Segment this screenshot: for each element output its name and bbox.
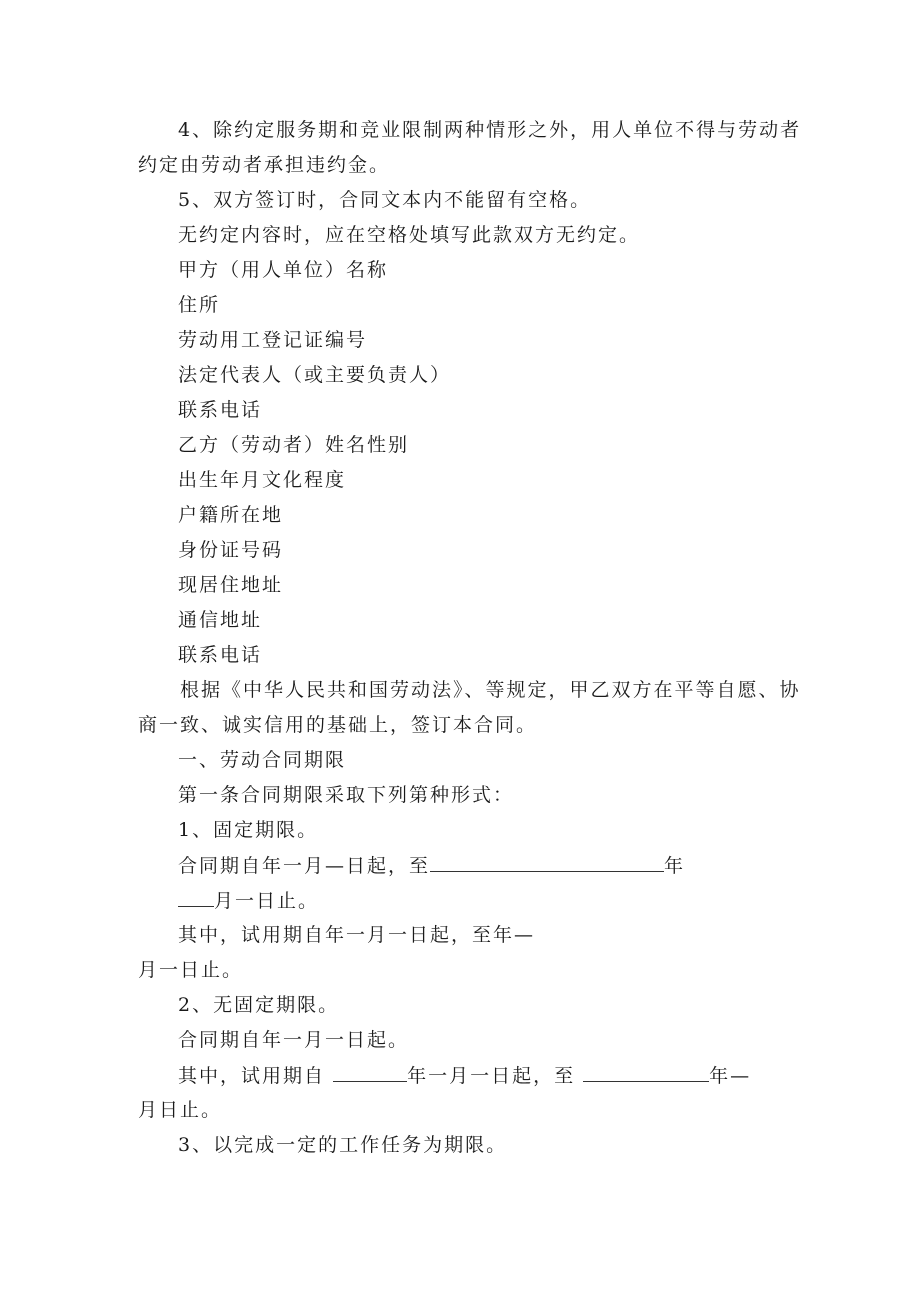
blank-fill-instruction: 无约定内容时，应在空格处填写此款双方无约定。 [178, 224, 641, 246]
article-1: 第一条合同期限采取下列第种形式： [178, 784, 515, 806]
open-probation-line2: 月日止。 [138, 1099, 223, 1121]
fixed-term-line2 [178, 888, 319, 913]
open-term-line1: 合同期自年一月一日起。 [178, 1029, 410, 1051]
open-probation-end-year-blank [583, 1063, 709, 1082]
party-a-name-label: 甲方（用人单位）名称 [178, 259, 389, 281]
open-probation-start-text: 其中，试用期自 [178, 1065, 326, 1087]
open-probation-line1 [178, 1063, 751, 1088]
fixed-term-start-text: 合同期自年一月—日起，至 [178, 855, 431, 877]
fixed-term-month-text: 月一日止。 [214, 890, 320, 912]
party-a-address-label: 住所 [178, 294, 221, 316]
open-term-label: 2、无固定期限。 [178, 994, 340, 1016]
party-a-registration-label: 劳动用工登记证编号 [178, 329, 368, 351]
party-a-legal-rep-label: 法定代表人（或主要负责人） [178, 364, 452, 386]
clause-5: 5、双方签订时，合同文本内不能留有空格。 [178, 189, 592, 211]
fixed-term-year-text: 年 [664, 855, 686, 877]
preamble-line2: 商一致、诚实信用的基础上，签订本合同。 [138, 714, 538, 736]
fixed-term-line1 [178, 853, 685, 878]
party-b-mail-address-label: 通信地址 [178, 609, 263, 631]
open-probation-end-text: 年— [709, 1065, 752, 1087]
party-b-household-label: 户籍所在地 [178, 504, 284, 526]
task-term-label: 3、以完成一定的工作任务为期限。 [178, 1134, 508, 1156]
fixed-term-label: 1、固定期限。 [178, 819, 319, 841]
fixed-term-end-year-blank [430, 853, 664, 872]
clause-4-line2: 约定由劳动者承担违约金。 [138, 154, 391, 176]
fixed-probation-line2: 月一日止。 [138, 959, 244, 981]
preamble-line1: 根据《中华人民共和国劳动法》、等规定，甲乙双方在平等自愿、协 [180, 679, 801, 701]
open-probation-start-year-blank [333, 1063, 407, 1082]
clause-4-line1: 4、除约定服务期和竞业限制两种情形之外，用人单位不得与劳动者 [178, 119, 802, 141]
open-probation-mid-text: 年一月一日起，至 [407, 1065, 576, 1087]
party-b-phone-label: 联系电话 [178, 644, 263, 666]
party-b-name-gender-label: 乙方（劳动者）姓名性别 [178, 434, 410, 456]
party-a-phone-label: 联系电话 [178, 399, 263, 421]
party-b-birth-education-label: 出生年月文化程度 [178, 469, 347, 491]
fixed-probation-line1: 其中，试用期自年一月一日起，至年— [178, 924, 536, 946]
party-b-residence-label: 现居住地址 [178, 574, 284, 596]
section-1-title: 一、劳动合同期限 [178, 749, 347, 771]
party-b-id-label: 身份证号码 [178, 539, 284, 561]
fixed-term-month-blank [178, 888, 214, 907]
